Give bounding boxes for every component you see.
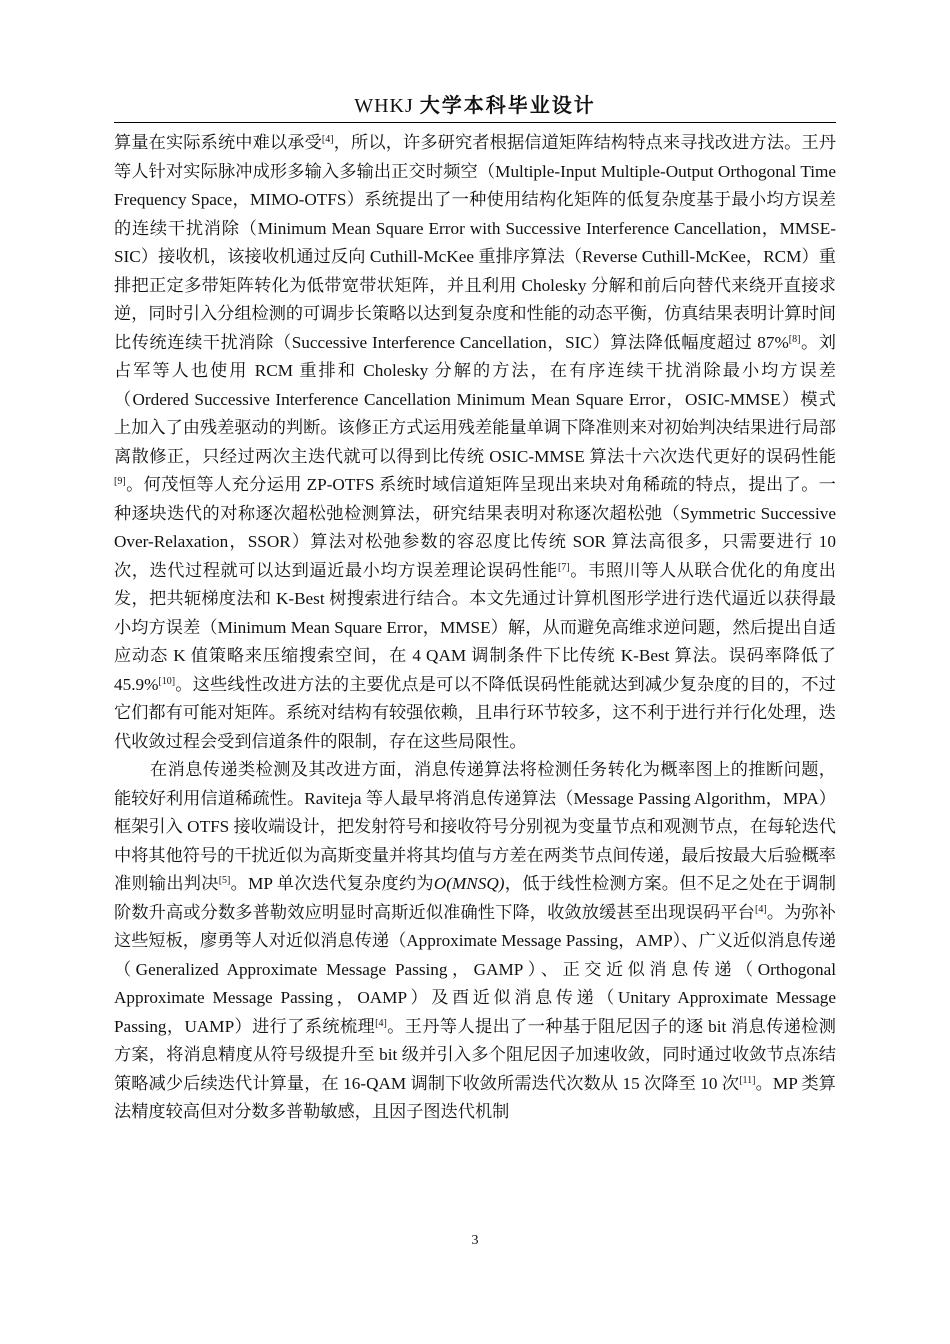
citation-ref: [10] [158,675,176,687]
citation-ref: [11] [739,1074,756,1086]
text-run: 。MP 单次迭代复杂度约为 [230,874,434,893]
text-run: ，所以，许多研究者根据信道矩阵结构特点来寻找改进方法。王丹等人针对实际脉冲成形多输入多输出正交时频空（Multiple-Input Multiple-Output Orthogonal Time Frequency Space，MIMO-OTFS）系统提出了一种使用结构化矩阵的低复杂度基于最小均方误差的连续干扰消除（Minimum Mean Square Error with Successive Interference Cancellation，MMSE-SIC）接收机，该接收机通过反向 Cuthill-McKee 重排序算法（Reverse Cuthill-McKee，RCM）重排把正定多带矩阵转化为低带宽带状矩阵，并且利用 Cholesky 分解和前后向替代来绕开直接求逆，同时引入分组检测的可调步长策略以达到复杂度和性能的动态平衡，仿真结果表明计算时间比传统连续干扰消除（Successive Interference Cancellation，SIC）算法降低幅度超过 87% [114,133,836,352]
text-run: 。这些线性改进方法的主要优点是可以不降低误码性能就达到减少复杂度的目的，不过它们都有可能对矩阵。系统对结构有较强依赖，且串行环节较多，这不利于进行并行化处理，迭代收敛过程会受到信道条件的限制，存在这些局限性。 [114,674,836,751]
citation-ref: [4] [755,903,767,915]
header-title: 大学本科毕业设计 [419,95,596,117]
text-run: 。MP 类算法精度较高但对分数多普勒敏感，且因子图迭代机制 [114,1073,836,1121]
math-expression: O(MNSQ) [433,874,505,893]
page-number: 3 [471,1233,479,1248]
citation-ref: [4] [321,134,334,145]
header-rule [114,122,836,123]
text-run: 。刘占军等人也使用 RCM 重排和 Cholesky 分解的方法，在有序连续干扰消除最小均方误差（Ordered Successive Interference Cancellation Minimum Mean Square Error，OSIC-MMSE）模式上加入了由残差驱动的判断。该修正方式运用残差能量单调下降准则来对初始判决结果进行局部离散修正，只经过两次主迭代就可以得到比传统 OSIC-MMSE 算法十六次迭代更好的误码性能 [114,332,836,466]
text-run: 在消息传递类检测及其改进方面，消息传递算法将检测任务转化为概率图上的推断问题，能较好利用信道稀疏性。Raviteja 等人最早将消息传递算法（Message Passing Algorithm，MPA）框架引入 OTFS 接收端设计，把发射符号和接收符号分别视为变量节点和观测节点，在每轮迭代中将其他符号的干扰近似为高斯变量并将其均值与方差在两类节点间传递，最后按最大后验概率准则输出判决 [114,760,836,893]
text-run: 。王丹等人提出了一种基于阻尼因子的逐 bit 消息传递检测方案，将消息精度从符号级提升至 bit 级并引入多个阻尼因子加速收敛，同时通过收敛节点冻结策略减少后续迭代计算量，在 16-QAM 调制下收敛所需迭代次数从 15 次降至 10 次 [114,1016,836,1093]
paragraph [114,129,836,756]
text-run: ，低于线性检测方案。但不足之处在于调制阶数升高或分数多普勒效应明显时高斯近似准确性下降，收敛放缓甚至出现误码平台 [114,874,836,922]
citation-ref: [5] [218,875,231,886]
text-run: 。为弥补这些短板，廖勇等人对近似消息传递（Approximate Message Passing，AMP）、广义近似消息传递（Generalized Approximate Message Passing，GAMP）、正交近似消息传递（Orthogonal Approximate Message Passing，OAMP）及酉近似消息传递（Unitary Approximate Message Passing，UAMP）进行了系统梳理 [114,902,836,1036]
text-run: 算量在实际系统中难以承受 [114,133,322,152]
citation-ref: [9] [114,476,126,487]
text-run: 。韦照川等人从联合优化的角度出发，把共轭梯度法和 K-Best 树搜索进行结合。本文先通过计算机图形学进行迭代逼近以获得最小均方误差（Minimum Mean Square Error，MMSE）解，从而避免高维求逆问题，然后提出自适应动态 K 值策略来压缩搜索空间，在 4 QAM 调制条件下比传统 K-Best 算法。误码率降低了 45.9% [114,560,836,694]
header-prefix: WHKJ [354,95,414,117]
citation-ref: [7] [557,561,570,573]
running-header [114,93,836,119]
citation-ref: [4] [375,1017,387,1029]
paragraph [114,756,836,1127]
text-run: 。何茂恒等人充分运用 ZP-OTFS 系统时域信道矩阵呈现出来块对角稀疏的特点，提出了。一种逐块迭代的对称逐次超松弛检测算法，研究结果表明对称逐次超松弛（Symmetric Successive Over-Relaxation，SSOR）算法对松弛参数的容忍度比传统 SOR 算法高很多，只需要进行 10 次，迭代过程就可以达到逼近最小均方误差理论误码性能 [114,475,836,580]
body-text [114,129,836,1127]
citation-ref: [8] [788,333,801,345]
